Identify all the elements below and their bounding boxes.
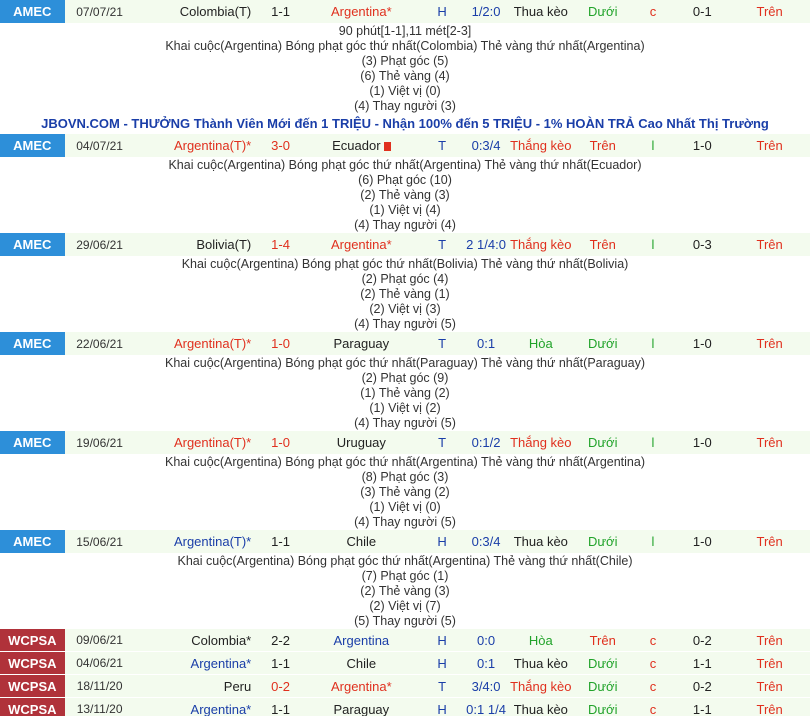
match-stat-line: (3) Phạt góc (5) [361,54,449,68]
league-badge: WCPSA [0,652,65,674]
match-stat-line: (1) Việt vị (2) [369,401,441,415]
match-stat-line: Khai cuộc(Argentina) Bóng phạt góc thứ nhất(Argentina) Thẻ vàng thứ nhất(Chile) [177,554,633,568]
home-team[interactable]: Colombia(T) [179,4,252,19]
match-stat-line: Khai cuộc(Argentina) Bóng phạt góc thứ nhất(Colombia) Thẻ vàng thứ nhất(Argentina) [165,39,645,53]
halftime-over-under: Trên [756,632,783,648]
match-date: 29/06/21 [76,237,123,252]
league-badge: WCPSA [0,698,65,716]
home-team[interactable]: Argentina(T)* [173,534,252,549]
over-under-result: Trên [589,632,616,648]
home-away-indicator: H [437,655,447,671]
match-stat-line: (6) Phạt góc (10) [358,173,452,187]
match-stat-line: Khai cuộc(Argentina) Bóng phạt góc thứ nhất(Bolivia) Thẻ vàng thứ nhất(Bolivia) [181,257,629,271]
match-score[interactable]: 1-1 [271,534,290,549]
away-team-cell [304,336,419,351]
away-team-cell [304,702,419,716]
halftime-score: 1-0 [692,336,712,351]
match-stat-line: (7) Phạt góc (1) [361,569,449,583]
home-team[interactable]: Argentina* [190,701,252,716]
home-team[interactable]: Argentina* [190,655,252,671]
halftime-over-under: Trên [756,678,783,694]
halftime-score: 1-0 [692,435,712,450]
home-away-indicator: H [437,701,447,716]
match-stat-line: (1) Việt vị (4) [369,203,441,217]
handicap-result: Hòa [528,632,553,648]
halftime-score: 1-0 [692,534,712,549]
over-under-result: Dưới [587,4,618,19]
match-stat-line: (4) Thay người (4) [354,218,456,232]
odd-even-result: c [649,678,657,694]
halftime-over-under: Trên [756,655,783,671]
away-team[interactable]: Argentina* [330,678,392,694]
over-under-result: Dưới [587,678,618,694]
over-under-result: Trên [589,138,616,153]
handicap-result: Thua kèo [513,4,568,19]
home-team[interactable]: Colombia* [191,632,252,648]
match-date: 19/06/21 [76,435,123,450]
handicap-value: 1/2:0 [471,4,501,19]
handicap-value: 2 1/4:0 [466,237,506,252]
halftime-over-under: Trên [756,138,783,153]
match-score[interactable]: 1-1 [271,655,290,671]
home-away-indicator: T [438,138,447,153]
handicap-value: 0:1 [477,336,496,351]
over-under-result: Dưới [587,534,618,549]
match-score[interactable]: 1-0 [271,336,290,351]
handicap-result: Hòa [528,336,553,351]
handicap-result: Thắng kèo [510,237,572,252]
match-row[interactable] [0,629,810,652]
match-stat-line: (1) Việt vị (0) [369,500,441,514]
match-row[interactable] [0,652,810,675]
match-stat-line: 90 phút[1-1],11 mét[2-3] [338,24,472,38]
match-score[interactable]: 0-2 [271,678,290,694]
halftime-score: 1-0 [692,138,712,153]
match-date: 07/07/21 [76,4,123,19]
halftime-score: 1-1 [692,701,712,716]
match-stat-line: (2) Phạt góc (9) [361,371,449,385]
match-stat-line: (4) Thay người (3) [354,99,456,113]
match-stats [0,455,810,530]
away-team[interactable]: Chile [346,655,377,671]
odd-even-result: l [651,237,655,252]
odd-even-result: c [649,655,657,671]
match-row[interactable] [0,0,810,24]
home-team[interactable]: Argentina(T)* [173,336,252,351]
league-badge: AMEC [0,0,65,23]
away-team-cell [304,435,419,450]
handicap-value: 0:3/4 [471,138,501,153]
league-badge: WCPSA [0,675,65,697]
away-team-cell [304,138,419,153]
match-stat-line: (2) Thẻ vàng (3) [360,188,450,202]
home-team[interactable]: Peru [223,678,252,694]
league-badge: AMEC [0,233,65,256]
match-score[interactable]: 1-1 [271,4,290,19]
handicap-result: Thắng kèo [510,138,572,153]
red-card-icon [384,142,391,151]
away-team[interactable]: Argentina* [330,237,392,252]
home-team[interactable]: Argentina(T)* [173,435,252,450]
halftime-over-under: Trên [756,701,783,716]
away-team[interactable]: Ecuador [332,138,381,153]
home-team[interactable]: Bolivia(T) [196,237,252,252]
odd-even-result: l [651,435,655,450]
home-away-indicator: H [437,632,447,648]
match-row[interactable] [0,698,810,716]
match-date: 04/06/21 [76,656,123,670]
match-stats [0,554,810,629]
handicap-value: 0:1 1/4 [466,701,506,716]
match-score[interactable]: 2-2 [271,632,290,648]
match-stat-line: (4) Thay người (5) [354,317,456,331]
match-row[interactable] [0,134,810,158]
away-team[interactable]: Chile [346,534,377,549]
halftime-over-under: Trên [756,534,783,549]
halftime-score: 0-2 [692,632,712,648]
handicap-result: Thắng kèo [510,678,572,694]
handicap-value: 0:1 [477,655,496,671]
match-stats [0,158,810,233]
match-date: 09/06/21 [76,633,123,647]
home-away-indicator: T [438,336,447,351]
odd-even-result: c [649,632,657,648]
match-row[interactable] [0,332,810,356]
handicap-value: 3/4:0 [471,678,501,694]
match-stat-line: (2) Việt vị (7) [369,599,441,613]
match-date: 18/11/20 [76,679,123,693]
odd-even-result: c [649,4,657,19]
home-away-indicator: T [438,678,447,694]
odd-even-result: l [651,534,655,549]
match-stat-line: (4) Thay người (5) [354,416,456,430]
handicap-value: 0:1/2 [471,435,501,450]
over-under-result: Dưới [587,655,618,671]
promo-banner[interactable]: JBOVN.COM - THƯỞNG Thành Viên Mới đến 1 TRIỆU - Nhận 100% đến 5 TRIỆU - 1% HOÀN TRẢ Cao Nhất Thị Trường [41,116,769,131]
league-badge: AMEC [0,530,65,553]
away-team-cell [304,534,419,549]
halftime-score: 0-3 [692,237,712,252]
odd-even-result: l [651,138,655,153]
match-stats [0,24,810,114]
home-away-indicator: T [438,237,447,252]
halftime-over-under: Trên [756,336,783,351]
match-stats [0,356,810,431]
over-under-result: Dưới [587,435,618,450]
match-stat-line: (1) Thẻ vàng (2) [360,386,450,400]
halftime-score: 0-1 [692,4,712,19]
match-score[interactable]: 3-0 [271,138,290,153]
handicap-result: Thua kèo [513,655,568,671]
handicap-result: Thua kèo [513,534,568,549]
match-stat-line: Khai cuộc(Argentina) Bóng phạt góc thứ nhất(Argentina) Thẻ vàng thứ nhất(Argentina) [165,455,645,469]
match-stat-line: (2) Thẻ vàng (3) [360,584,450,598]
home-away-indicator: T [438,435,447,450]
halftime-score: 1-1 [692,655,712,671]
match-date: 15/06/21 [76,534,123,549]
over-under-result: Trên [589,237,616,252]
odd-even-result: l [651,336,655,351]
away-team-cell [304,633,419,648]
match-date: 04/07/21 [76,138,123,153]
match-stat-line: Khai cuộc(Argentina) Bóng phạt góc thứ nhất(Argentina) Thẻ vàng thứ nhất(Ecuador) [168,158,642,172]
match-date: 13/11/20 [76,702,123,716]
home-away-indicator: H [437,4,447,19]
home-away-indicator: H [437,534,447,549]
halftime-over-under: Trên [756,435,783,450]
league-badge: AMEC [0,431,65,454]
match-stat-line: (8) Phạt góc (3) [361,470,449,484]
match-row[interactable] [0,233,810,257]
match-score[interactable]: 1-4 [271,237,290,252]
match-stat-line: (2) Phạt góc (4) [361,272,449,286]
away-team-cell [304,656,419,671]
match-stat-line: (1) Việt vị (0) [369,84,441,98]
away-team-cell [304,237,419,252]
match-row[interactable] [0,675,810,698]
match-score[interactable]: 1-1 [271,701,290,716]
away-team-cell [304,4,419,19]
handicap-result: Thắng kèo [510,435,572,450]
match-stat-line: (5) Thay người (5) [354,614,456,628]
handicap-result: Thua kèo [513,701,568,716]
league-badge: AMEC [0,332,65,355]
match-row[interactable] [0,431,810,455]
away-team[interactable]: Uruguay [336,435,386,450]
league-badge: WCPSA [0,629,65,651]
match-stat-line: (6) Thẻ vàng (4) [360,69,450,83]
match-stat-line: (3) Thẻ vàng (2) [360,485,450,499]
match-score[interactable]: 1-0 [271,435,290,450]
away-team-cell [304,679,419,694]
league-badge: AMEC [0,134,65,157]
away-team[interactable]: Paraguay [333,701,390,716]
handicap-value: 0:3/4 [471,534,501,549]
odd-even-result: c [649,701,657,716]
match-date: 22/06/21 [76,336,123,351]
halftime-score: 0-2 [692,678,712,694]
away-team[interactable]: Argentina* [330,4,392,19]
away-team[interactable]: Argentina [333,632,390,648]
over-under-result: Dưới [587,701,618,716]
match-stat-line: (2) Thẻ vàng (1) [360,287,450,301]
match-stat-line: (4) Thay người (5) [354,515,456,529]
handicap-value: 0:0 [477,632,496,648]
home-team[interactable]: Argentina(T)* [173,138,252,153]
halftime-over-under: Trên [756,237,783,252]
match-row[interactable] [0,530,810,554]
match-stat-line: Khai cuộc(Argentina) Bóng phạt góc thứ nhất(Paraguay) Thẻ vàng thứ nhất(Paraguay) [165,356,645,370]
away-team[interactable]: Paraguay [333,336,390,351]
halftime-over-under: Trên [756,4,783,19]
match-stat-line: (2) Việt vị (3) [369,302,441,316]
over-under-result: Dưới [587,336,618,351]
match-stats [0,257,810,332]
